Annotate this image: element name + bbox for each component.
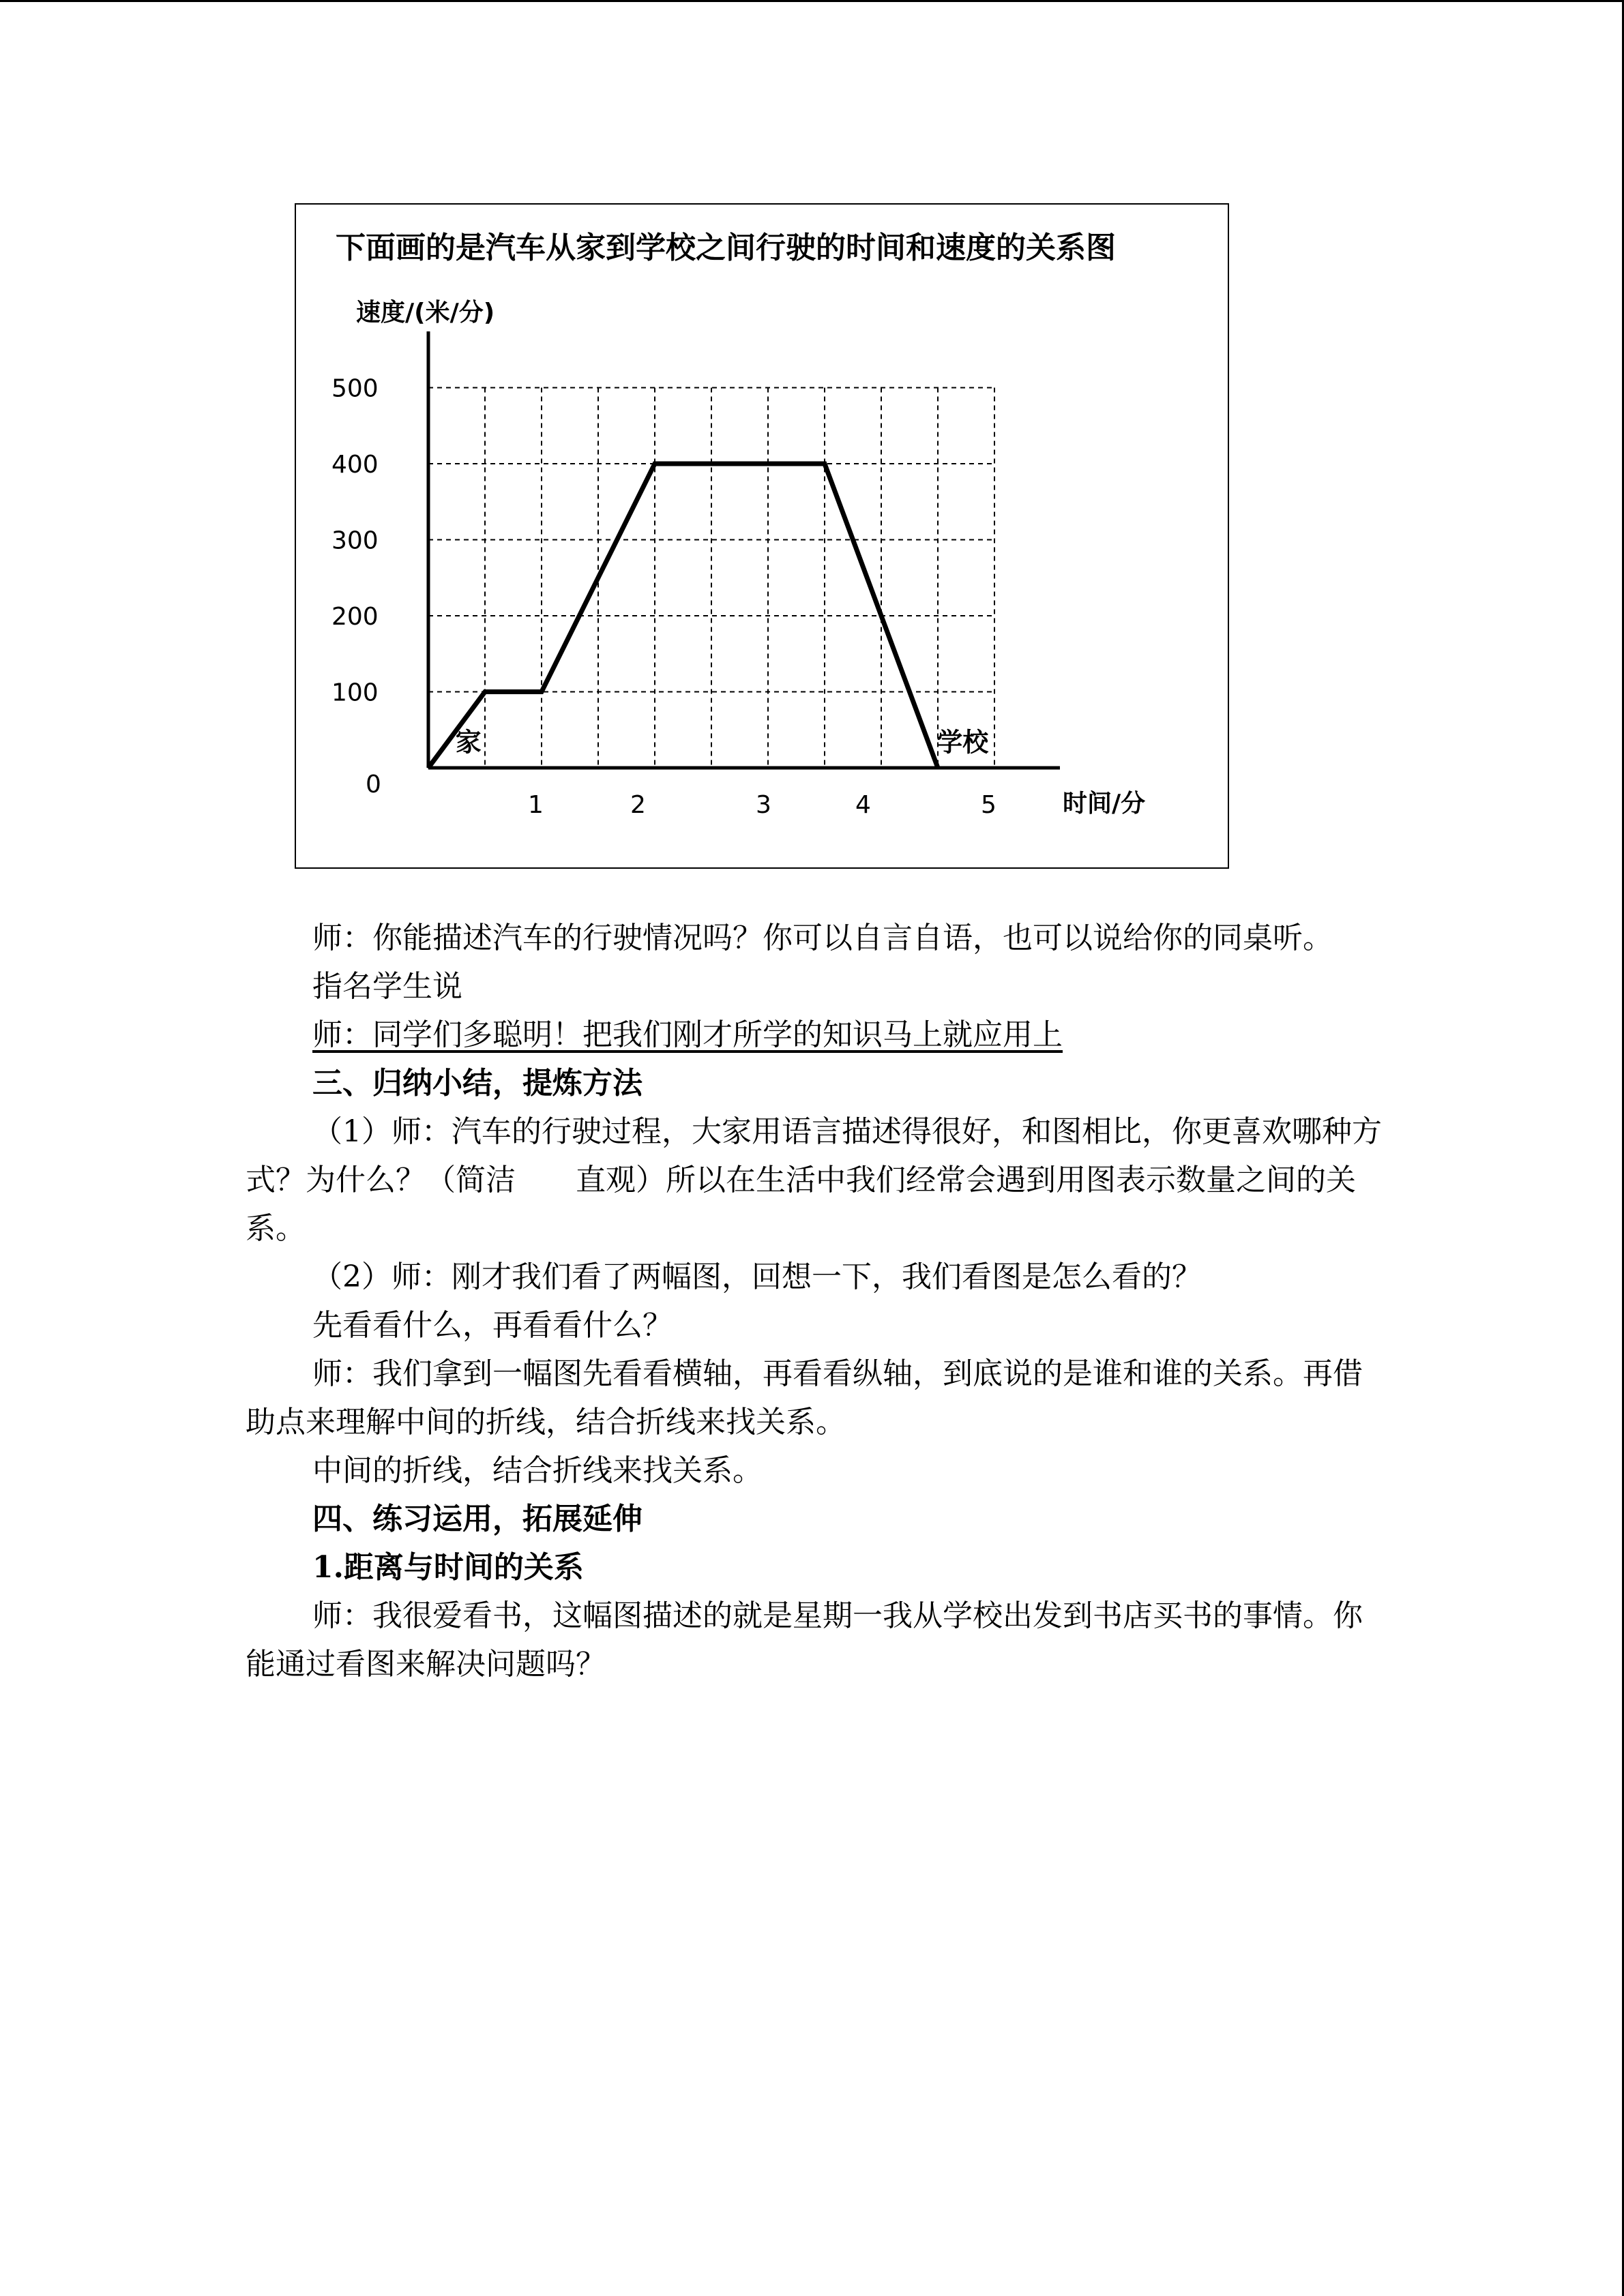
body-text — [246, 914, 1391, 1688]
paragraph: 三、归纳小结，提炼方法 — [312, 1066, 643, 1101]
chart-annotation: 学校 — [936, 727, 989, 758]
series-line — [428, 463, 939, 769]
paragraph: 1.距离与时间的关系 — [312, 1550, 584, 1585]
x-tick-label: 4 — [855, 791, 871, 819]
tick-labels — [331, 375, 996, 820]
y-tick-label: 200 — [331, 603, 379, 631]
data-point — [937, 767, 939, 769]
annotations — [456, 728, 990, 758]
grid-lines — [428, 388, 994, 769]
data-point — [654, 463, 655, 464]
paragraph: 师：我们拿到一幅图先看看横轴，再看看纵轴，到底说的是谁和谁的关系。再借助点来理解中间的折线，结合折线来找关系。 — [246, 1356, 1363, 1440]
x-tick-label: 5 — [981, 791, 996, 819]
speed-time-chart — [296, 205, 1228, 867]
x-axis-label: 时间/分 — [1063, 790, 1146, 818]
y-tick-label: 500 — [331, 374, 379, 403]
paragraph: 师：你能描述汽车的行驶情况吗？你可以自言自语，也可以说给你的同桌听。 — [312, 921, 1333, 955]
y-tick-label: 300 — [331, 526, 379, 555]
x-tick-label: 2 — [630, 791, 646, 819]
paragraph: 先看看什么，再看看什么？ — [312, 1308, 673, 1343]
data-point — [541, 691, 542, 693]
chart-annotation: 家 — [455, 727, 482, 758]
chart-title: 下面画的是汽车从家到学校之间行驶的时间和速度的关系图 — [336, 230, 1116, 265]
data-point — [824, 463, 825, 464]
paragraph: 师：同学们多聪明！把我们刚才所学的知识马上就应用上 — [312, 1017, 1063, 1052]
y-tick-label: 400 — [331, 451, 379, 479]
x-tick-label: 1 — [528, 791, 544, 819]
chart-figure — [295, 203, 1229, 869]
paragraph: （1）师：汽车的行驶过程，大家用语言描述得很好，和图相比，你更喜欢哪种方式？为什么？（简洁 直观）所以在生活中我们经常会遇到用图表示数量之间的关系。 — [246, 1114, 1382, 1246]
top-border-rule — [0, 0, 1624, 2]
paragraph: （2）师：刚才我们看了两幅图，回想一下，我们看图是怎么看的？ — [312, 1259, 1202, 1294]
data-point — [428, 767, 429, 769]
y-axis-label: 速度/(米/分) — [356, 299, 495, 327]
paragraph: 指名学生说 — [312, 969, 462, 1004]
series-polyline — [428, 464, 938, 768]
y-tick-label: 0 — [366, 771, 381, 799]
paragraph: 四、练习运用，拓展延伸 — [312, 1502, 643, 1536]
x-tick-label: 3 — [756, 791, 771, 819]
paragraph: 中间的折线，结合折线来找关系。 — [312, 1453, 763, 1488]
y-tick-label: 100 — [331, 679, 379, 707]
data-point — [484, 691, 486, 693]
axes — [428, 331, 1060, 768]
paragraph: 师：我很爱看书，这幅图描述的就是星期一我从学校出发到书店买书的事情。你能通过看图来解决问题吗？ — [246, 1598, 1363, 1682]
